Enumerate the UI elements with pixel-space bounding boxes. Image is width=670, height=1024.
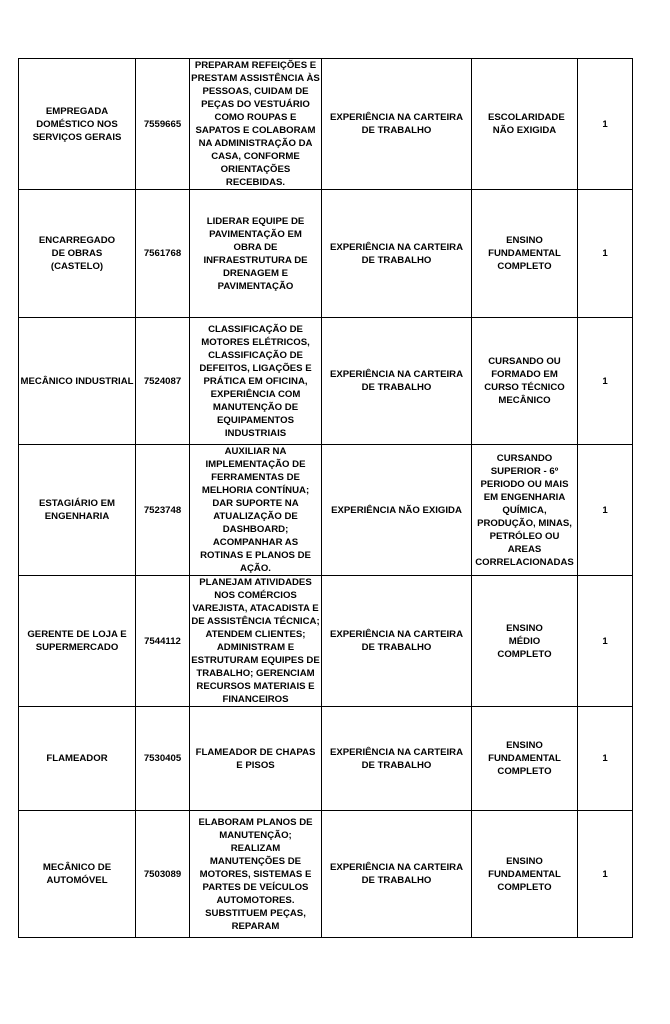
table-row xyxy=(19,707,633,811)
table-row xyxy=(19,811,633,938)
vacancy-count-cell: 1 xyxy=(578,707,633,811)
education-requirement-cell: CURSANDO SUPERIOR - 6º PERIODO OU MAIS EM ENGENHARIA QUÍMICA, PRODUÇÃO, MINAS, PETRÓLEO OU AREAS CORRELACIONADAS xyxy=(472,445,578,576)
job-description-cell: LIDERAR EQUIPE DE PAVIMENTAÇÃO EM OBRA DE INFRAESTRUTURA DE DRENAGEM E PAVIMENTAÇÃO xyxy=(190,190,322,318)
table-row xyxy=(19,318,633,445)
vacancy-count-cell: 1 xyxy=(578,576,633,707)
table-row xyxy=(19,445,633,576)
job-description-cell: ELABORAM PLANOS DE MANUTENÇÃO; REALIZAM MANUTENÇÕES DE MOTORES, SISTEMAS E PARTES DE VEÍCULOS AUTOMOTORES. SUBSTITUEM PEÇAS, REPARAM xyxy=(190,811,322,938)
education-requirement-cell: ENSINO MÉDIO COMPLETO xyxy=(472,576,578,707)
table-row xyxy=(19,576,633,707)
job-title-cell: MECÂNICO DE AUTOMÓVEL xyxy=(19,811,136,938)
experience-requirement-cell: EXPERIÊNCIA NA CARTEIRA DE TRABALHO xyxy=(322,576,472,707)
table-row xyxy=(19,190,633,318)
table-row xyxy=(19,59,633,190)
vacancy-count-cell: 1 xyxy=(578,445,633,576)
job-code-cell: 7561768 xyxy=(136,190,190,318)
vacancy-count-cell: 1 xyxy=(578,811,633,938)
job-title-cell: EMPREGADA DOMÉSTICO NOS SERVIÇOS GERAIS xyxy=(19,59,136,190)
job-description-cell: PREPARAM REFEIÇÕES E PRESTAM ASSISTÊNCIA ÀS PESSOAS, CUIDAM DE PEÇAS DO VESTUÁRIO COMO ROUPAS E SAPATOS E COLABORAM NA ADMINISTRAÇÃO DA CASA, CONFORME ORIENTAÇÕES RECEBIDAS. xyxy=(191,60,320,188)
vacancy-count-cell: 1 xyxy=(578,59,633,190)
job-code-cell: 7524087 xyxy=(136,318,190,445)
job-code-cell: 7559665 xyxy=(136,59,190,190)
job-description-cell: FLAMEADOR DE CHAPAS E PISOS xyxy=(190,707,322,811)
vacancy-count-cell: 1 xyxy=(578,318,633,445)
experience-requirement-cell: EXPERIÊNCIA NA CARTEIRA DE TRABALHO xyxy=(322,811,472,938)
job-vacancies-table xyxy=(18,58,633,938)
experience-requirement-cell: EXPERIÊNCIA NA CARTEIRA DE TRABALHO xyxy=(322,318,472,445)
experience-requirement-cell: EXPERIÊNCIA NA CARTEIRA DE TRABALHO xyxy=(322,190,472,318)
job-title-cell: ESTAGIÁRIO EM ENGENHARIA xyxy=(19,445,136,576)
job-code-cell: 7530405 xyxy=(136,707,190,811)
education-requirement-cell: ENSINO FUNDAMENTAL COMPLETO xyxy=(472,811,578,938)
education-requirement-cell: ENSINO FUNDAMENTAL COMPLETO xyxy=(472,707,578,811)
job-description-cell: CLASSIFICAÇÃO DE MOTORES ELÉTRICOS, CLASSIFICAÇÃO DE DEFEITOS, LIGAÇÕES E PRÁTICA EM OFICINA, EXPERIÊNCIA COM MANUTENÇÃO DE EQUIPAMENTOS INDUSTRIAIS xyxy=(190,318,322,445)
job-title-cell: MECÂNICO INDUSTRIAL xyxy=(19,318,136,445)
job-title-cell: ENCARREGADO DE OBRAS (CASTELO) xyxy=(19,190,136,318)
education-requirement-cell: ESCOLARIDADE NÃO EXIGIDA xyxy=(472,59,578,190)
job-code-cell: 7544112 xyxy=(136,576,190,707)
experience-requirement-cell: EXPERIÊNCIA NA CARTEIRA DE TRABALHO xyxy=(322,59,472,190)
vacancy-count-cell: 1 xyxy=(578,190,633,318)
job-description-cell: PLANEJAM ATIVIDADES NOS COMÉRCIOS VAREJISTA, ATACADISTA E DE ASSISTÊNCIA TÉCNICA; ATENDEM CLIENTES; ADMINISTRAM E ESTRUTURAM EQUIPES DE TRABALHO; GERENCIAM RECURSOS MATERIAIS E FINANCEIROS xyxy=(191,577,320,705)
experience-requirement-cell: EXPERIÊNCIA NA CARTEIRA DE TRABALHO xyxy=(322,707,472,811)
job-title-cell: FLAMEADOR xyxy=(19,707,136,811)
job-code-cell: 7503089 xyxy=(136,811,190,938)
experience-requirement-cell: EXPERIÊNCIA NÃO EXIGIDA xyxy=(322,445,472,576)
job-code-cell: 7523748 xyxy=(136,445,190,576)
education-requirement-cell: ENSINO FUNDAMENTAL COMPLETO xyxy=(472,190,578,318)
job-title-cell: GERENTE DE LOJA E SUPERMERCADO xyxy=(19,576,136,707)
job-description-cell: AUXILIAR NA IMPLEMENTAÇÃO DE FERRAMENTAS DE MELHORIA CONTÍNUA; DAR SUPORTE NA ATUALIZAÇÃO DE DASHBOARD; ACOMPANHAR AS ROTINAS E PLANOS DE AÇÃO. xyxy=(190,445,322,576)
education-requirement-cell: CURSANDO OU FORMADO EM CURSO TÉCNICO MECÂNICO xyxy=(472,318,578,445)
